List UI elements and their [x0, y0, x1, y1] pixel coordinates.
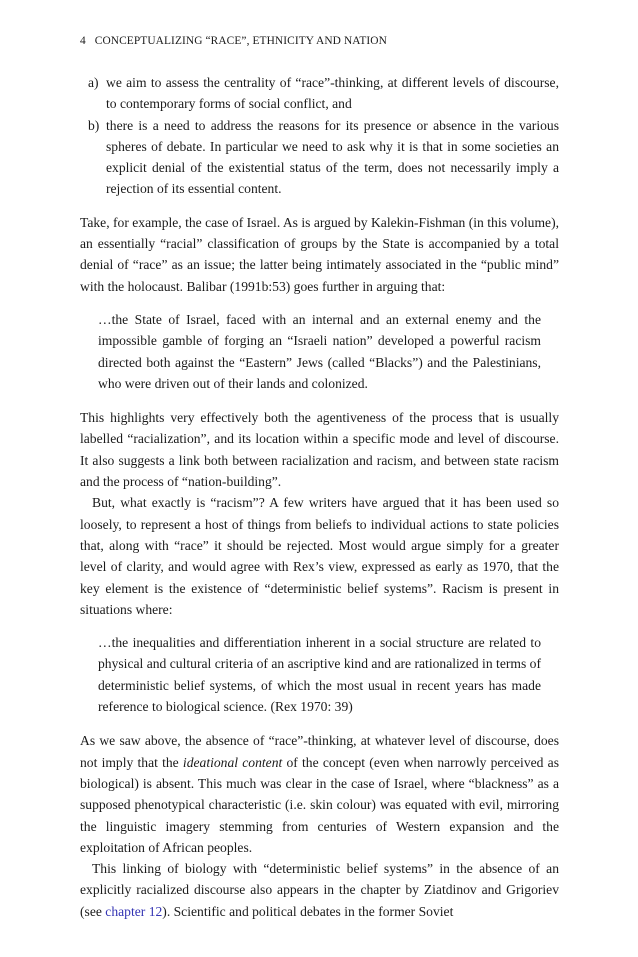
running-title: CONCEPTUALIZING “RACE”, ETHNICITY AND NATION	[94, 35, 387, 47]
list-item-a	[88, 72, 559, 115]
paragraph-ideational-start: As we saw above, the absence of “race”-thinking, at whatever level of discourse, does not imply that the	[80, 733, 559, 770]
aims-list	[80, 72, 559, 200]
paragraph-israel: Take, for example, the case of Israel. As is argued by Kalekin-Fishman (in this volume), an essentially “racial” classification of groups by the State is accompanied by a total denial of “race” as an issue; the latter being intimately associated in the “public mind” with the holocaust. Balibar (1991b:53) goes further in arguing that:	[80, 214, 559, 294]
paragraph-ideational	[80, 730, 559, 858]
paragraph-racialization: This highlights very effectively both the agentiveness of the process that is usually labelled “racialization”, and its location within a specific mode and level of discourse. It also suggests a link both between racialization and racism, and between state racism and the process of “nation-building”.	[80, 410, 559, 490]
paragraph-biology	[80, 858, 559, 922]
running-header	[80, 34, 559, 48]
quote-balibar: …the State of Israel, faced with an internal and an external enemy and the impossible gamble of forging an “Israeli nation” developed a powerful racism directed both against the “Eastern” Jews (called “Blacks”) and the Palestinians, who were driven out of their lands and colonized.	[98, 311, 541, 391]
body-text	[80, 72, 559, 922]
quote-rex: …the inequalities and differentiation inherent in a social structure are related to physical and cultural criteria of an ascriptive kind and are rationalized in terms of deterministic belief systems, of which the most usual in recent years has made reference to biological science. (Rex 1970: 39)	[98, 635, 541, 715]
ideational-content-emphasis: ideational content	[182, 754, 283, 770]
paragraph-biology-end: ). Scientific and political debates in the former Soviet	[162, 903, 454, 919]
list-marker-b: b)	[88, 117, 100, 133]
chapter-12-link[interactable]: chapter 12	[105, 903, 163, 919]
page	[80, 34, 559, 922]
list-item-b	[88, 115, 559, 200]
list-marker-a: a)	[88, 75, 99, 90]
paragraph-biology-start: This linking of biology with “deterministic belief systems” in the absence of an explicitly racialized discourse also appears in the chapter by Ziatdinov and Grigoriev (see	[80, 861, 559, 919]
list-item-b-text: there is a need to address the reasons for its presence or absence in the various spheres of debate. In particular we need to ask why it is that in some societies an explicit denial of the existential status of the term, does not necessarily imply a rejection of its essential content.	[106, 117, 559, 197]
list-item-a-text: we aim to assess the centrality of “race”-thinking, at different levels of discourse, to contemporary forms of social conflict, and	[106, 75, 559, 112]
paragraph-ideational-end: of the concept (even when narrowly perceived as biological) is absent. This much was clear in the case of Israel, where “blackness” as a supposed phenotypical characteristic (i.e. skin colour) was equated with evil, mirroring the linguistic imagery stemming from centuries of Western expansion and the exploitation of African peoples.	[80, 754, 559, 855]
page-number: 4	[80, 35, 86, 47]
paragraph-racism: But, what exactly is “racism”? A few writers have argued that it has been used so loosely, to represent a host of things from beliefs to individual actions to state policies that, along with “race” it should be rejected. Most would argue simply for a greater level of clarity, and would agree with Rex’s view, expressed as early as 1970, that the key element is the existence of “deterministic belief systems”. Racism is present in situations where:	[80, 495, 559, 617]
